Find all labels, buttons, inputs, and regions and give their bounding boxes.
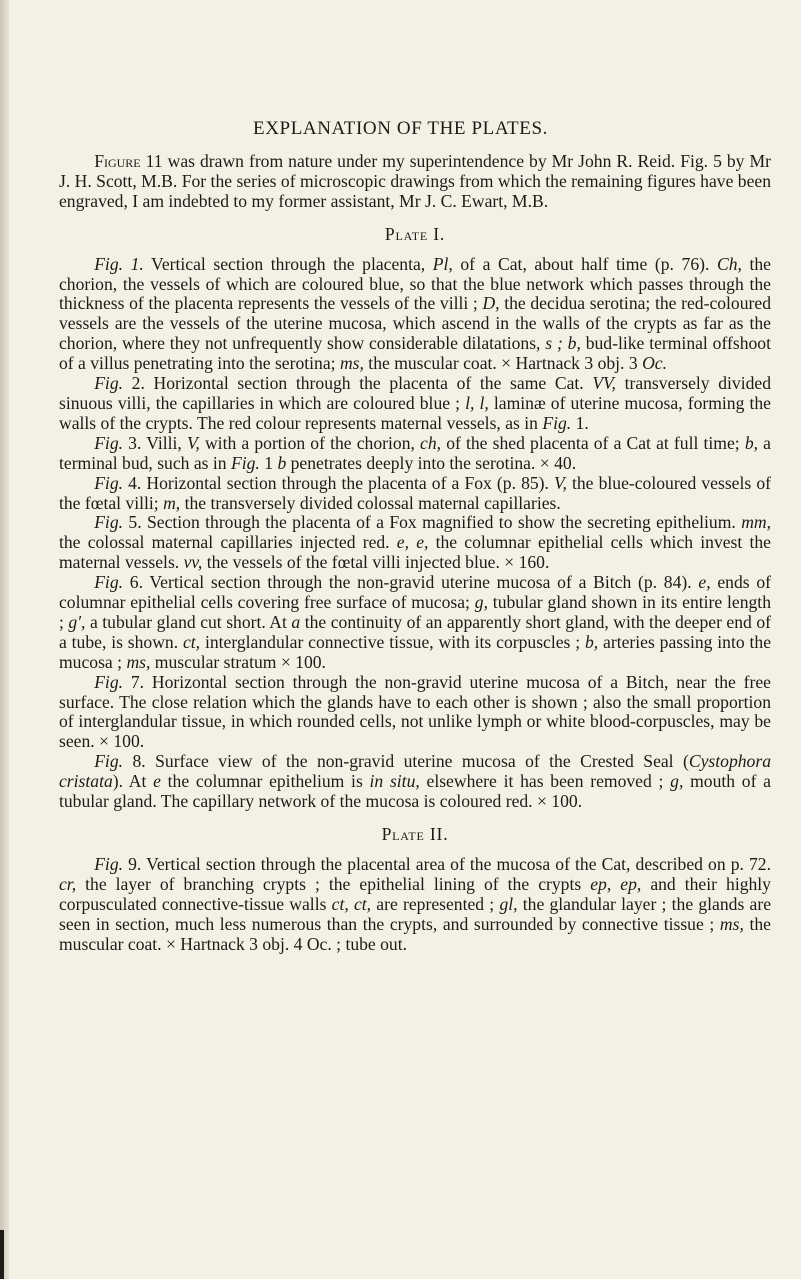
italic-run: Pl, xyxy=(432,253,453,274)
text-run: ). At xyxy=(112,771,154,792)
italic-run: g, xyxy=(670,771,684,792)
text-run: the vessels of the fœtal villi injected blue. × 160. xyxy=(202,552,550,573)
italic-run: cr, xyxy=(59,873,77,894)
italic-run: Fig. 1. xyxy=(94,253,144,274)
text-run: 6. Vertical section through the non-gravid uterine mucosa of a Bitch (p. 84). xyxy=(123,572,699,593)
text-run: the colossal maternal capillaries injected red. xyxy=(59,532,397,553)
figure-caption xyxy=(59,474,771,514)
text-run: 7. Horizontal section through the non-gravid uterine mucosa of a Bitch, near the free surface. The close relation which the glands have to each other is shown ; also the small proportion of interglandular tissue, in which rounded cells, not unlike lymph or white blood-corpuscles, may be seen. × 100. xyxy=(59,671,771,752)
text-run: the glandular layer ; the glands are seen in section, much less numerous than the crypts, and surrounded by connective tissue ; xyxy=(59,893,771,934)
figure-caption xyxy=(59,573,771,673)
italic-run: D, xyxy=(482,293,500,314)
italic-run: Fig. xyxy=(94,472,124,493)
italic-run: Fig. xyxy=(94,671,124,692)
text-run: tubular gland shown in its entire length ; xyxy=(59,592,771,632)
text-run: interglandular connective tissue, with its corpuscles ; xyxy=(200,631,585,652)
italic-run: gl, xyxy=(499,893,518,914)
text-run: the chorion, the vessels of which are coloured blue, so that the blue network which passes through the thickness of the placenta represents the vessels of the villi ; xyxy=(59,253,771,314)
intro-lead: Figure xyxy=(94,151,141,171)
figure-caption xyxy=(59,434,771,474)
text-run: the transversely divided colossal maternal capillaries. xyxy=(180,492,561,513)
plate-heading: Plate II. xyxy=(381,824,449,844)
text-run: the columnar epithelial cells which invest the maternal vessels. xyxy=(59,532,771,573)
text-run: 2. Horizontal section through the placenta of the same Cat. xyxy=(123,373,593,394)
text-run: the layer of branching crypts ; the epithelial lining of the crypts xyxy=(76,873,591,894)
text-run: penetrates deeply into the serotina. × 40. xyxy=(286,452,577,473)
italic-run: V, xyxy=(554,472,567,493)
text-run: the blue-coloured vessels of the fœtal villi; xyxy=(59,472,771,513)
plates-container xyxy=(59,225,771,955)
page-title: EXPLANATION OF THE PLATES. xyxy=(253,118,548,139)
text-run: 9. Vertical section through the placental area of the mucosa of the Cat, described on p. 72. xyxy=(123,853,771,874)
text-run: laminæ of uterine mucosa, forming the walls of the crypts. The red colour represents maternal vessels, as in xyxy=(59,392,771,433)
italic-run: e, xyxy=(698,572,711,593)
text-run: 3. Villi, xyxy=(123,432,187,453)
text-run: a terminal bud, such as in xyxy=(59,432,771,473)
italic-run: Fig. xyxy=(94,853,124,874)
italic-run: vv, xyxy=(183,552,203,573)
italic-run: Oc. xyxy=(642,353,667,374)
italic-run: mm, xyxy=(741,512,771,533)
text-run: muscular stratum × 100. xyxy=(150,651,326,672)
italic-run: e xyxy=(153,771,161,792)
italic-run: ch, xyxy=(420,432,442,453)
italic-run: l, l, xyxy=(465,392,489,413)
text-run: the muscular coat. × Hartnack 3 obj. 4 Oc. ; tube out. xyxy=(59,913,771,954)
italic-run: ct, ct, xyxy=(331,893,372,914)
figure-caption xyxy=(59,673,771,753)
italic-run: a xyxy=(291,611,301,632)
text-run: are represented ; xyxy=(371,893,500,914)
figure-caption xyxy=(59,374,771,434)
italic-run: s ; b, xyxy=(545,333,581,354)
italic-run: Cystophora cristata xyxy=(59,751,771,792)
italic-run: VV, xyxy=(592,373,616,394)
italic-run: b, xyxy=(584,631,599,652)
italic-run: b, xyxy=(744,432,759,453)
italic-run: ms, xyxy=(126,651,151,672)
text-run: of a Cat, about half time (p. 76). xyxy=(452,253,717,274)
italic-run: b xyxy=(277,452,287,473)
figure-caption xyxy=(59,513,771,573)
text-run: the continuity of an apparently short gland, with the deeper end of a tube, is shown. xyxy=(59,611,771,652)
text-run: and their highly corpusculated connective-tissue walls xyxy=(59,873,771,914)
italic-run: ct, xyxy=(182,631,201,652)
text-run: mouth of a tubular gland. The capillary network of the mucosa is coloured red. × 100. xyxy=(59,771,771,812)
italic-run: Fig. xyxy=(94,432,124,453)
italic-run: Ch, xyxy=(716,253,742,274)
plate-heading: Plate I. xyxy=(384,223,446,244)
page-binding-edge xyxy=(0,0,9,1279)
italic-run: e, e, xyxy=(396,532,429,553)
intro-paragraph xyxy=(59,152,771,212)
text-run: 4. Horizontal section through the placenta of a Fox (p. 85). xyxy=(123,472,555,493)
text-run: of the shed placenta of a Cat at full time; xyxy=(441,432,745,453)
italic-run: g, xyxy=(474,592,488,613)
intro-text: 11 was drawn from nature under my superintendence by Mr John R. Reid. Fig. 5 by Mr J. H. Scott, M.B. For the series of microscopic drawings from which the remaining figures have been engraved, I am indebted to my former assistant, Mr J. C. Ewart, M.B. xyxy=(59,151,771,211)
text-run: elsewhere it has been removed ; xyxy=(419,771,671,792)
italic-run: m, xyxy=(163,492,181,513)
page-binding-shadow xyxy=(0,1230,4,1279)
text-run: 5. Section through the placenta of a Fox magnified to show the secreting epithelium. xyxy=(123,512,742,533)
italic-run: Fig. xyxy=(94,572,124,593)
italic-run: V, xyxy=(186,432,200,453)
text-run: Vertical section through the placenta, xyxy=(143,253,433,274)
italic-run: Fig. xyxy=(231,452,260,473)
text-run: a tubular gland cut short. At xyxy=(85,611,292,632)
italic-run: Fig. xyxy=(94,751,124,772)
figure-caption xyxy=(59,255,771,374)
figure-caption xyxy=(59,752,771,812)
text-run: arteries passing into the mucosa ; xyxy=(59,631,771,672)
text-run: transversely divided sinuous villi, the capillaries in which are coloured blue ; xyxy=(59,373,771,413)
text-run: the decidua serotina; the red-coloured vessels are the vessels of the uterine mucosa, which ascend in the walls of the crypts as far as the chorion, where they not unfrequently show considerable dilatations, xyxy=(59,293,771,354)
text-run: 1. xyxy=(571,412,589,433)
text-run: ends of columnar epithelial cells covering free surface of mucosa; xyxy=(59,572,772,613)
italic-run: in situ, xyxy=(369,771,420,792)
text-run: bud-like terminal offshoot of a villus penetrating into the serotina; xyxy=(59,333,771,374)
italic-run: ms, xyxy=(719,913,744,934)
text-run: with a portion of the chorion, xyxy=(199,432,421,453)
document-body xyxy=(59,152,771,954)
text-run: 1 xyxy=(259,452,278,473)
italic-run: g′, xyxy=(68,611,86,632)
italic-run: Fig. xyxy=(94,373,124,394)
text-run: the columnar epithelium is xyxy=(160,771,370,792)
italic-run: Fig. xyxy=(94,512,124,533)
figure-caption xyxy=(59,855,771,955)
italic-run: ms, xyxy=(339,353,364,374)
text-run: the muscular coat. × Hartnack 3 obj. 3 xyxy=(363,353,643,374)
text-run: 8. Surface view of the non-gravid uterine mucosa of the Crested Seal ( xyxy=(123,751,689,772)
italic-run: Fig. xyxy=(542,412,572,433)
italic-run: ep, ep, xyxy=(590,873,642,894)
